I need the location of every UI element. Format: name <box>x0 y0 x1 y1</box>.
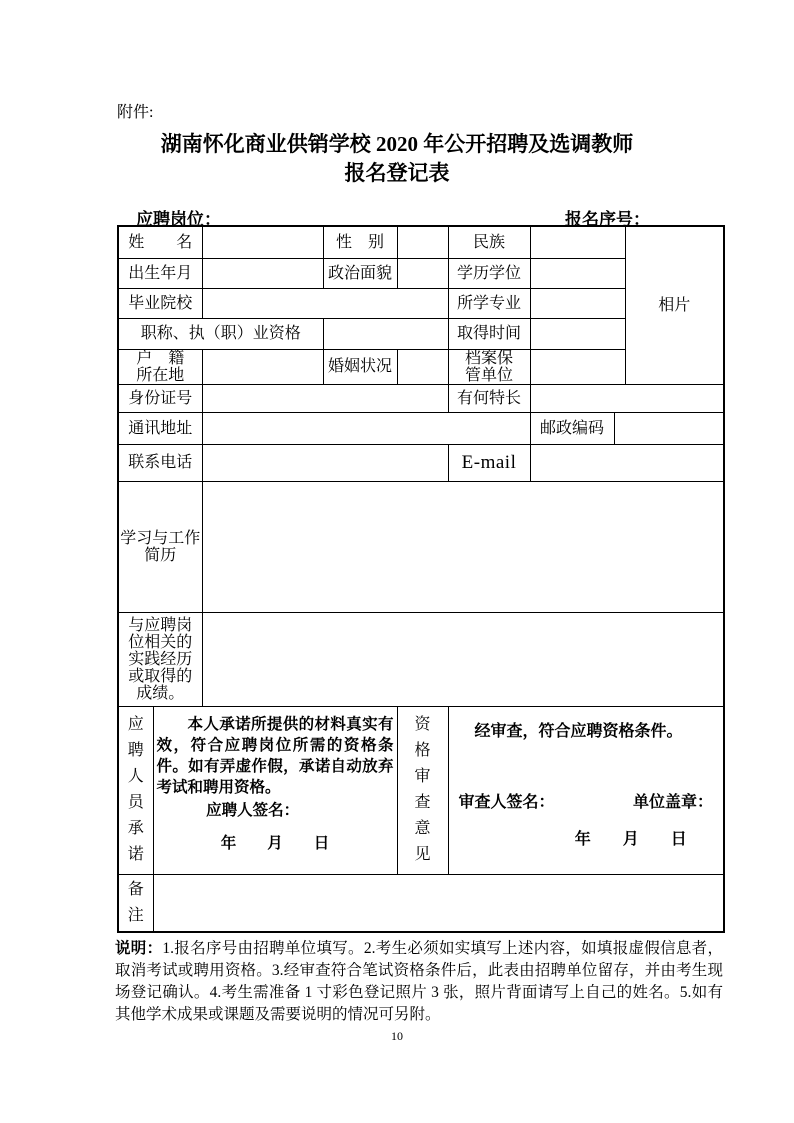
political-value-cell <box>397 258 448 288</box>
pledge-title-cell <box>118 706 153 874</box>
name-label: 姓 名 <box>118 226 202 258</box>
marital-value-cell <box>397 349 448 384</box>
major-value-cell <box>530 288 625 318</box>
row-name <box>118 226 724 258</box>
phone-label: 联系电话 <box>118 444 202 481</box>
remarks-label-cell <box>118 874 153 932</box>
address-label: 通讯地址 <box>118 412 202 444</box>
obtain-time-value-cell <box>530 318 625 349</box>
school-value-cell <box>202 288 448 318</box>
residence-value-cell <box>202 349 323 384</box>
row-address <box>118 412 724 444</box>
row-pledge <box>118 706 724 874</box>
row-id-number <box>118 384 724 412</box>
review-content-cell <box>448 706 724 874</box>
major-label: 所学专业 <box>448 288 530 318</box>
marital-label: 婚姻状况 <box>323 349 397 384</box>
email-label: E-mail <box>448 444 530 481</box>
review-title: 资格审查意见 <box>414 716 431 863</box>
qualification-label: 职称、执（职）业资格 <box>118 318 323 349</box>
school-label: 毕业院校 <box>118 288 202 318</box>
archive-value-cell <box>530 349 625 384</box>
qualification-value-cell <box>323 318 448 349</box>
reviewer-sign-label: 审查人签名： <box>458 793 555 811</box>
pledge-date-line: 年 月 日 <box>220 834 330 852</box>
review-text: 经审查，符合应聘资格条件。 <box>474 722 683 740</box>
resume-label-line2: 简历 <box>144 546 177 564</box>
serial-number-label: 报名序号： <box>565 210 650 229</box>
notes-paragraph <box>115 938 723 1026</box>
pledge-content-cell <box>153 706 397 874</box>
resume-value-cell <box>202 481 724 612</box>
pledge-title: 应聘人员承诺 <box>127 716 144 863</box>
gender-value-cell <box>397 226 448 258</box>
row-resume <box>118 481 724 612</box>
experience-value-cell <box>202 612 724 706</box>
registration-form-table <box>117 225 725 933</box>
review-date-line: 年 月 日 <box>574 830 687 848</box>
name-value-cell <box>202 226 323 258</box>
postcode-label: 邮政编码 <box>530 412 614 444</box>
row-experience <box>118 612 724 706</box>
degree-value-cell <box>530 258 625 288</box>
page-number: 10 <box>391 1029 403 1043</box>
photo-cell: 相片 <box>625 226 724 384</box>
unit-seal-label: 单位盖章： <box>633 793 714 811</box>
remarks-label: 备注 <box>127 880 144 924</box>
degree-label: 学历学位 <box>448 258 530 288</box>
remarks-value-cell <box>153 874 724 932</box>
address-value-cell <box>202 412 530 444</box>
obtain-time-label: 取得时间 <box>448 318 530 349</box>
row-remarks <box>118 874 724 932</box>
ethnicity-value-cell <box>530 226 625 258</box>
resume-label <box>118 481 202 612</box>
experience-label: 与应聘岗位相关的实践经历或取得的成绩。 <box>118 612 202 706</box>
row-phone <box>118 444 724 481</box>
birth-label: 出生年月 <box>118 258 202 288</box>
archive-label-line1: 档案保 <box>465 349 514 367</box>
id-number-label: 身份证号 <box>118 384 202 412</box>
pledge-sign-label: 应聘人签名： <box>206 801 300 819</box>
postcode-value-cell <box>614 412 724 444</box>
political-label: 政治面貌 <box>323 258 397 288</box>
pledge-text: 本人承诺所提供的材料真实有效，符合应聘岗位所需的资格条件。如有弄虚作假，承诺自动放弃考试和聘用资格。 <box>156 715 394 796</box>
notes-label: 说明： <box>115 940 163 957</box>
specialty-label: 有何特长 <box>448 384 530 412</box>
notes-body: 1.报名序号由招聘单位填写。2.考生必须如实填写上述内容，如填报虚假信息者，取消考试或聘用资格。3.经审查符合笔试资格条件后，此表由招聘单位留存，并由考生现场登记确认。4.考生需准备 1 寸彩色登记照片 3 张，照片背面请写上自己的姓名。5.如有其他学术成果或课题及需要说明的情况可另附。 <box>115 940 723 1023</box>
phone-value-cell <box>202 444 448 481</box>
resume-label-line1: 学习与工作 <box>120 529 201 547</box>
apply-position-label: 应聘岗位： <box>136 210 221 229</box>
residence-label <box>118 349 202 384</box>
attachment-label: 附件: <box>117 104 154 121</box>
archive-label-line2: 管单位 <box>465 366 514 384</box>
review-title-cell <box>397 706 448 874</box>
email-value-cell <box>530 444 724 481</box>
gender-label: 性 别 <box>323 226 397 258</box>
specialty-value-cell <box>530 384 724 412</box>
archive-label <box>448 349 530 384</box>
birth-value-cell <box>202 258 323 288</box>
document-subtitle: 报名登记表 <box>344 161 450 185</box>
residence-label-line1: 户 籍 <box>136 349 185 367</box>
document-title: 湖南怀化商业供销学校 2020 年公开招聘及选调教师 <box>160 132 634 156</box>
ethnicity-label: 民族 <box>448 226 530 258</box>
residence-label-line2: 所在地 <box>136 366 185 384</box>
id-number-value-cell <box>202 384 448 412</box>
